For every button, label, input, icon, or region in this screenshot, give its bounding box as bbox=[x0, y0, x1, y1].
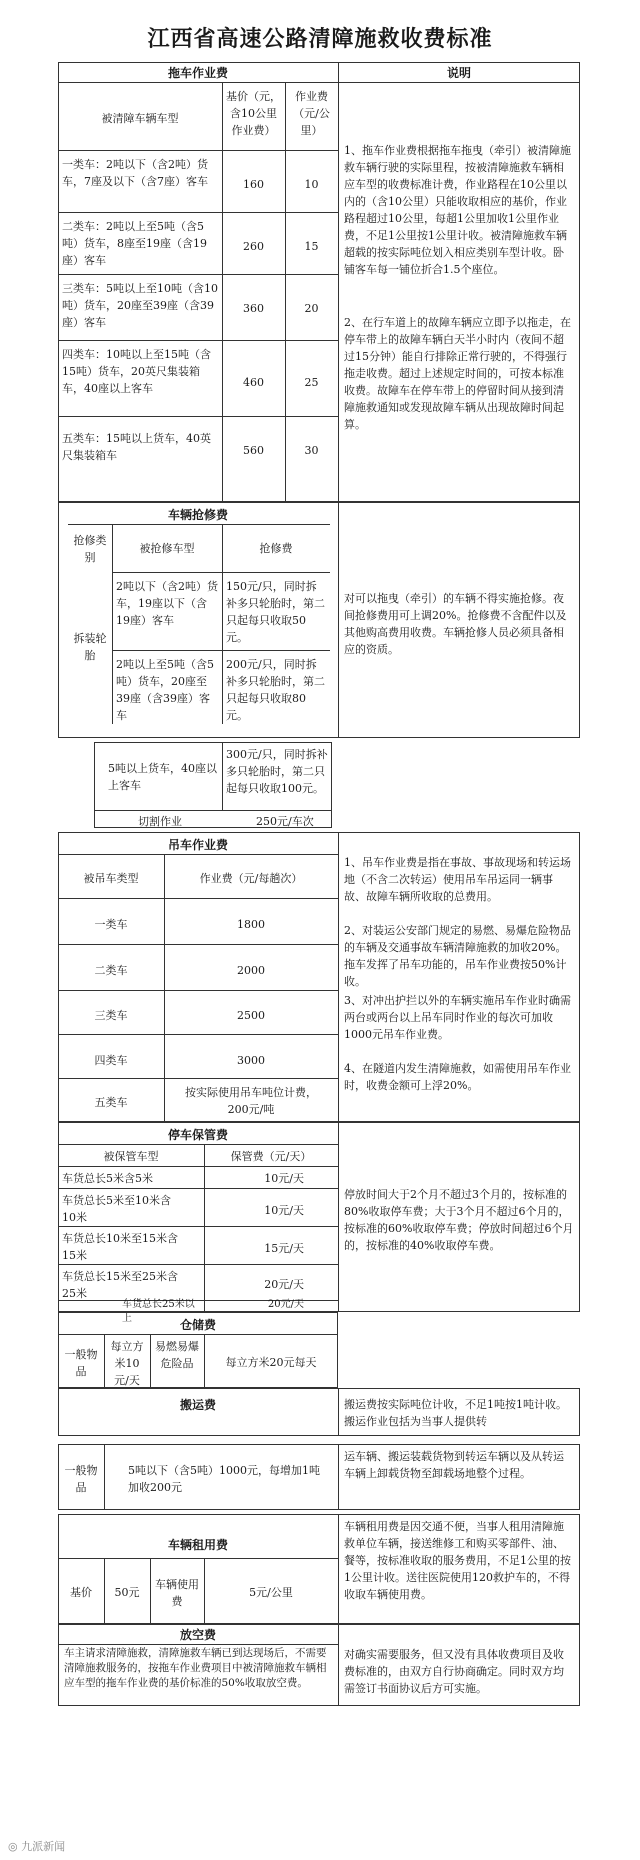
crane-row-fee: 2500 bbox=[237, 1009, 265, 1022]
tow-row-fee: 20 bbox=[304, 302, 319, 315]
tow-row-base: 360 bbox=[243, 302, 264, 315]
repair-header: 车辆抢修费 bbox=[167, 508, 228, 522]
repair-row-type: 2吨以下（含2吨）货车，19座以下（含19座）客车 bbox=[116, 580, 218, 627]
repair-row-fee: 200元/只，同时拆补多只轮胎时，第二只起每只收取80元。 bbox=[226, 658, 325, 722]
crane-row-type: 四类车 bbox=[94, 1054, 128, 1067]
tow-row-fee: 10 bbox=[304, 178, 319, 191]
tow-row-type: 五类车：15吨以上货车，40英尺集装箱车 bbox=[62, 432, 211, 462]
crane-row-type: 二类车 bbox=[94, 964, 128, 977]
note-header: 说明 bbox=[446, 66, 471, 80]
tow-row-base: 260 bbox=[243, 240, 264, 253]
storage-unit-fee: 每立方米10元/天 bbox=[110, 1340, 144, 1387]
crane-note-4: 4、在隧道内发生清障施救，如需使用吊车作业时，收费金额可上浮20%。 bbox=[344, 1062, 571, 1092]
crane-row-fee: 3000 bbox=[237, 1054, 265, 1067]
repair-col-fee: 抢修费 bbox=[259, 542, 293, 555]
crane-note-2: 2、对装运公安部门规定的易燃、易爆危险物品的车辆及交通事故车辆清障施救的加收20%。拖车发挥了吊车功能的，吊车作业费按50%计收。 bbox=[344, 924, 571, 988]
repair-row-fee: 300元/只，同时拆补多只轮胎时，第二只起每只收取100元。 bbox=[226, 748, 328, 795]
rental-base-label: 基价 bbox=[70, 1586, 92, 1599]
empty-header: 放空费 bbox=[179, 1628, 216, 1642]
transport-note: 运车辆、搬运装载货物到转运车辆以及从转运车辆上卸载货物至卸载场地整个过程。 bbox=[344, 1450, 564, 1480]
tow-note-1: 1、拖车作业费根据拖车拖曳（牵引）被清障施救车辆行驶的实际里程，按被清障施救车辆相应车型的收费标准计费，作业路程在10公里以内的（含10公里）只能收取相应的基价，作业路程超过10公里，每超1公里加收1公里作业费，不足1公里按1公里计收。被清障施救车辆超载的按实际吨位划入相应类别车型计收。卧铺客车每一铺位折合1.5个座位。 bbox=[344, 144, 571, 276]
parking-row-type: 车货总长25米以上 bbox=[122, 1299, 195, 1324]
transport-fee: 5吨以下（含5吨）1000元，每增加1吨加收200元 bbox=[128, 1464, 320, 1494]
repair-col-cat: 抢修类别 bbox=[73, 534, 107, 564]
tow-row-type: 三类车：5吨以上至10吨（含10吨）货车，20座至39座（含39座）客车 bbox=[62, 282, 218, 329]
parking-row-fee: 10元/天 bbox=[264, 1204, 304, 1217]
crane-note-1: 1、吊车作业费是指在事故、事故现场和转运场地（不含二次转运）使用吊车吊运同一辆事故、故障车辆所收取的总费用。 bbox=[344, 856, 571, 903]
page-title: 江西省高速公路清障施救收费标准 bbox=[147, 26, 493, 52]
repair-row-type: 5吨以上货车，40座以上客车 bbox=[108, 762, 217, 792]
repair-note: 对可以拖曳（牵引）的车辆不得实施抢修。夜间抢修费用可上调20%。抢修费不含配件以及其他购高费用收费。车辆抢修人员必须具备相应的资质。 bbox=[344, 592, 567, 656]
tow-col-fee: 作业费（元/公里） bbox=[293, 90, 330, 137]
tow-note-2: 2、在行车道上的故障车辆应立即予以拖走，在停车带上的故障车辆白天半小时内（夜间不超过15分钟）能自行排除正常行驶的，不得强行拖走收费。超过上述规定时间的，可按本标准收费。故障车在停车带上的停留时间从接到清障施救通知或发现故障车辆从出现故障时间起算。 bbox=[344, 316, 571, 431]
tow-col-type: 被清障车辆车型 bbox=[101, 112, 179, 125]
tow-row-base: 460 bbox=[243, 376, 264, 389]
tow-row-fee: 30 bbox=[304, 444, 319, 457]
crane-row-fee: 2000 bbox=[237, 964, 265, 977]
crane-row-type: 五类车 bbox=[94, 1096, 128, 1109]
parking-row-fee: 20元/天 bbox=[264, 1278, 304, 1291]
parking-row-fee: 10元/天 bbox=[264, 1172, 304, 1185]
storage-danger-label: 易燃易爆危险品 bbox=[155, 1340, 199, 1370]
repair-cut-fee: 250元/车次 bbox=[256, 815, 314, 828]
parking-col-fee: 保管费（元/天） bbox=[230, 1150, 312, 1163]
crane-row-fee: 1800 bbox=[237, 918, 265, 931]
repair-category: 拆装轮胎 bbox=[73, 632, 107, 662]
crane-row-type: 一类车 bbox=[94, 918, 128, 931]
parking-row-fee: 20元/天 bbox=[267, 1299, 304, 1310]
parking-row-type: 车货总长15米至25米含25米 bbox=[62, 1270, 178, 1300]
storage-category: 一般物品 bbox=[64, 1348, 98, 1378]
crane-note-3: 3、对冲出护拦以外的车辆实施吊车作业时确需两台或两台以上吊车同时作业的每次可加收1000元吊车作业费。 bbox=[344, 994, 571, 1041]
parking-header: 停车保管费 bbox=[167, 1128, 228, 1142]
tow-row-base: 560 bbox=[243, 444, 264, 457]
tow-row-base: 160 bbox=[243, 178, 264, 191]
transport-category: 一般物品 bbox=[64, 1464, 98, 1494]
tow-row-type: 二类车：2吨以上至5吨（含5吨）货车，8座至19座（含19座）客车 bbox=[62, 220, 207, 267]
storage-danger-fee: 每立方米20元每天 bbox=[225, 1356, 317, 1369]
repair-row-fee: 150元/只，同时拆补多只轮胎时，第二只起每只收取50元。 bbox=[226, 580, 325, 644]
crane-col-fee: 作业费（元/每趟次） bbox=[199, 872, 303, 885]
tow-row-fee: 15 bbox=[304, 240, 319, 253]
tow-header: 拖车作业费 bbox=[167, 66, 228, 80]
repair-col-type: 被抢修车型 bbox=[139, 542, 195, 555]
watermark: ◎ 九派新闻 bbox=[8, 1840, 66, 1853]
repair-cut-label: 切割作业 bbox=[138, 815, 182, 828]
tow-row-type: 一类车：2吨以下（含2吨）货车，7座及以下（含7座）客车 bbox=[62, 158, 208, 188]
empty-text: 车主请求清障施救，清障施救车辆已到达现场后，不需要清障施救服务的，按拖车作业费项目中被清障施救车辆相应车型的拖车作业费的基价标准的50%收取放空费。 bbox=[64, 1647, 327, 1689]
storage-header: 仓储费 bbox=[179, 1318, 216, 1332]
repair-row-type: 2吨以上至5吨（含5吨）货车，20座至39座（含39座）客车 bbox=[116, 658, 214, 722]
crane-col-type: 被吊车类型 bbox=[83, 872, 139, 885]
tow-col-base: 基价（元，含10公里作业费） bbox=[226, 90, 281, 137]
parking-row-type: 车货总长5米至10米含10米 bbox=[62, 1194, 171, 1224]
rental-header: 车辆租用费 bbox=[167, 1538, 228, 1552]
rental-note: 车辆租用费是因交通不便，当事人租用清障施救单位车辆，接送维修工和购买零部件、油、餐等，按标准收取的服务费用，不足1公里的按1公里计收。送往医院使用120救护车的，不得收取车辆使用费。 bbox=[344, 1520, 571, 1601]
tow-row-type: 四类车：10吨以上至15吨（含15吨）货车，20英尺集装箱车，40座以上客车 bbox=[62, 348, 211, 395]
parking-col-type: 被保管车型 bbox=[103, 1150, 159, 1163]
rental-use-fee: 5元/公里 bbox=[249, 1586, 293, 1599]
parking-note: 停放时间大于2个月不超过3个月的，按标准的80%收取停车费；大于3个月不超过6个月的，按标准的60%收取停车费；停放时间超过6个月的，按标准的40%收取停车费。 bbox=[344, 1188, 574, 1252]
crane-header: 吊车作业费 bbox=[167, 838, 228, 852]
crane-row-type: 三类车 bbox=[94, 1009, 128, 1022]
rental-base-fee: 50元 bbox=[114, 1586, 140, 1599]
rental-use-label: 车辆使用费 bbox=[155, 1578, 199, 1608]
tow-row-fee: 25 bbox=[304, 376, 319, 389]
transport-note-top: 搬运费按实际吨位计收，不足1吨按1吨计收。搬运作业包括为当事人提供转 bbox=[344, 1398, 567, 1428]
transport-header: 搬运费 bbox=[179, 1398, 216, 1412]
crane-row-fee: 按实际使用吊车吨位计费，200元/吨 bbox=[185, 1086, 317, 1116]
parking-row-fee: 15元/天 bbox=[264, 1242, 304, 1255]
empty-note: 对确实需要服务，但又没有具体收费项目及收费标准的，由双方自行协商确定。同时双方均需签订书面协议后方可实施。 bbox=[344, 1648, 564, 1695]
parking-row-type: 车货总长5米含5米 bbox=[62, 1172, 153, 1185]
parking-row-type: 车货总长10米至15米含15米 bbox=[62, 1232, 178, 1262]
